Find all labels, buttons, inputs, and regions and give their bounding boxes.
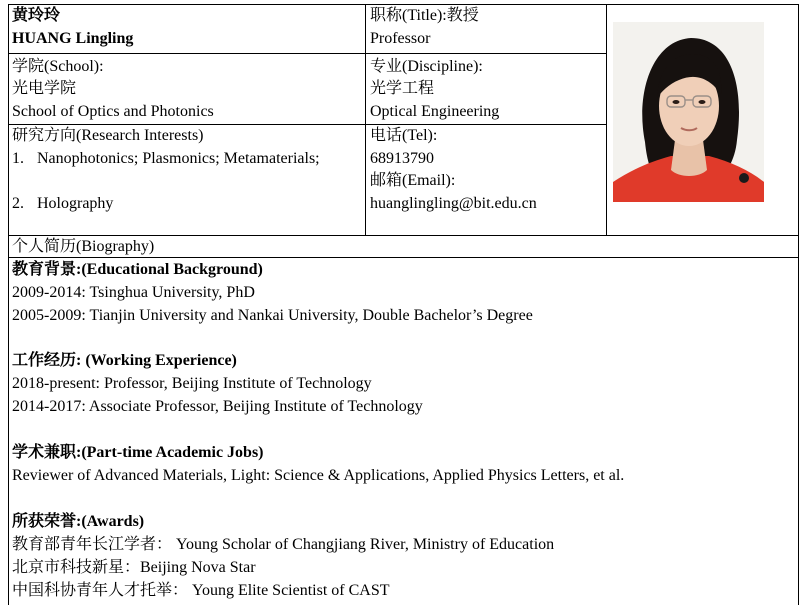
tel-label: 电话(Tel): — [370, 127, 438, 144]
parttime-item: Reviewer of Advanced Materials, Light: Science & Applications, Applied Physics Letters, et al. — [12, 467, 625, 484]
award-item: 北京市科技新星：Beijing Nova Star — [12, 559, 256, 576]
work-item: 2014-2017: Associate Professor, Beijing Institute of Technology — [12, 398, 423, 415]
row-divider-1 — [8, 53, 606, 54]
email-label: 邮箱(Email): — [370, 172, 456, 189]
education-heading: 教育背景:(Educational Background) — [12, 261, 263, 278]
research-item-2-num: 2. — [12, 195, 24, 212]
profile-photo — [613, 22, 764, 202]
school-cn: 光电学院 — [12, 80, 77, 97]
table-border-top — [8, 4, 799, 5]
awards-heading: 所获荣誉:(Awards) — [12, 513, 145, 530]
email-value: huanglingling@bit.edu.cn — [370, 195, 537, 212]
biography-header: 个人简历(Biography) — [12, 238, 155, 255]
school-en: School of Optics and Photonics — [12, 103, 214, 120]
row-divider-2 — [8, 124, 606, 125]
research-label: 研究方向(Research Interests) — [12, 127, 204, 144]
table-border-right — [798, 4, 799, 605]
tel-value: 68913790 — [370, 150, 434, 167]
education-item: 2005-2009: Tianjin University and Nankai University, Double Bachelor’s Degree — [12, 307, 533, 324]
award-item: 教育部青年长江学者： Young Scholar of Changjiang River, Ministry of Education — [12, 536, 555, 553]
school-label: 学院(School): — [12, 58, 104, 75]
title-label: 职称(Title):教授 — [370, 7, 479, 24]
work-heading: 工作经历: (Working Experience) — [12, 352, 237, 369]
column-divider-2 — [606, 4, 607, 235]
research-item-1-num: 1. — [12, 150, 24, 167]
parttime-heading: 学术兼职:(Part-time Academic Jobs) — [12, 444, 264, 461]
work-item: 2018-present: Professor, Beijing Institute of Technology — [12, 375, 372, 392]
research-item-1: Nanophotonics; Plasmonics; Metamaterials; — [37, 150, 320, 167]
title-value: Professor — [370, 30, 431, 47]
name-cn: 黄玲玲 — [12, 7, 61, 24]
discipline-cn: 光学工程 — [370, 80, 435, 97]
award-item: 中国科协青年人才托举： Young Elite Scientist of CAST — [12, 582, 390, 599]
row-divider-4 — [8, 257, 799, 258]
education-item: 2009-2014: Tsinghua University, PhD — [12, 284, 255, 301]
discipline-label: 专业(Discipline): — [370, 58, 483, 75]
research-item-2: Holography — [37, 195, 114, 212]
column-divider-1 — [365, 4, 366, 235]
name-en: HUANG Lingling — [12, 30, 134, 47]
discipline-en: Optical Engineering — [370, 103, 500, 120]
row-divider-3 — [8, 235, 799, 236]
table-border-left — [8, 4, 9, 605]
